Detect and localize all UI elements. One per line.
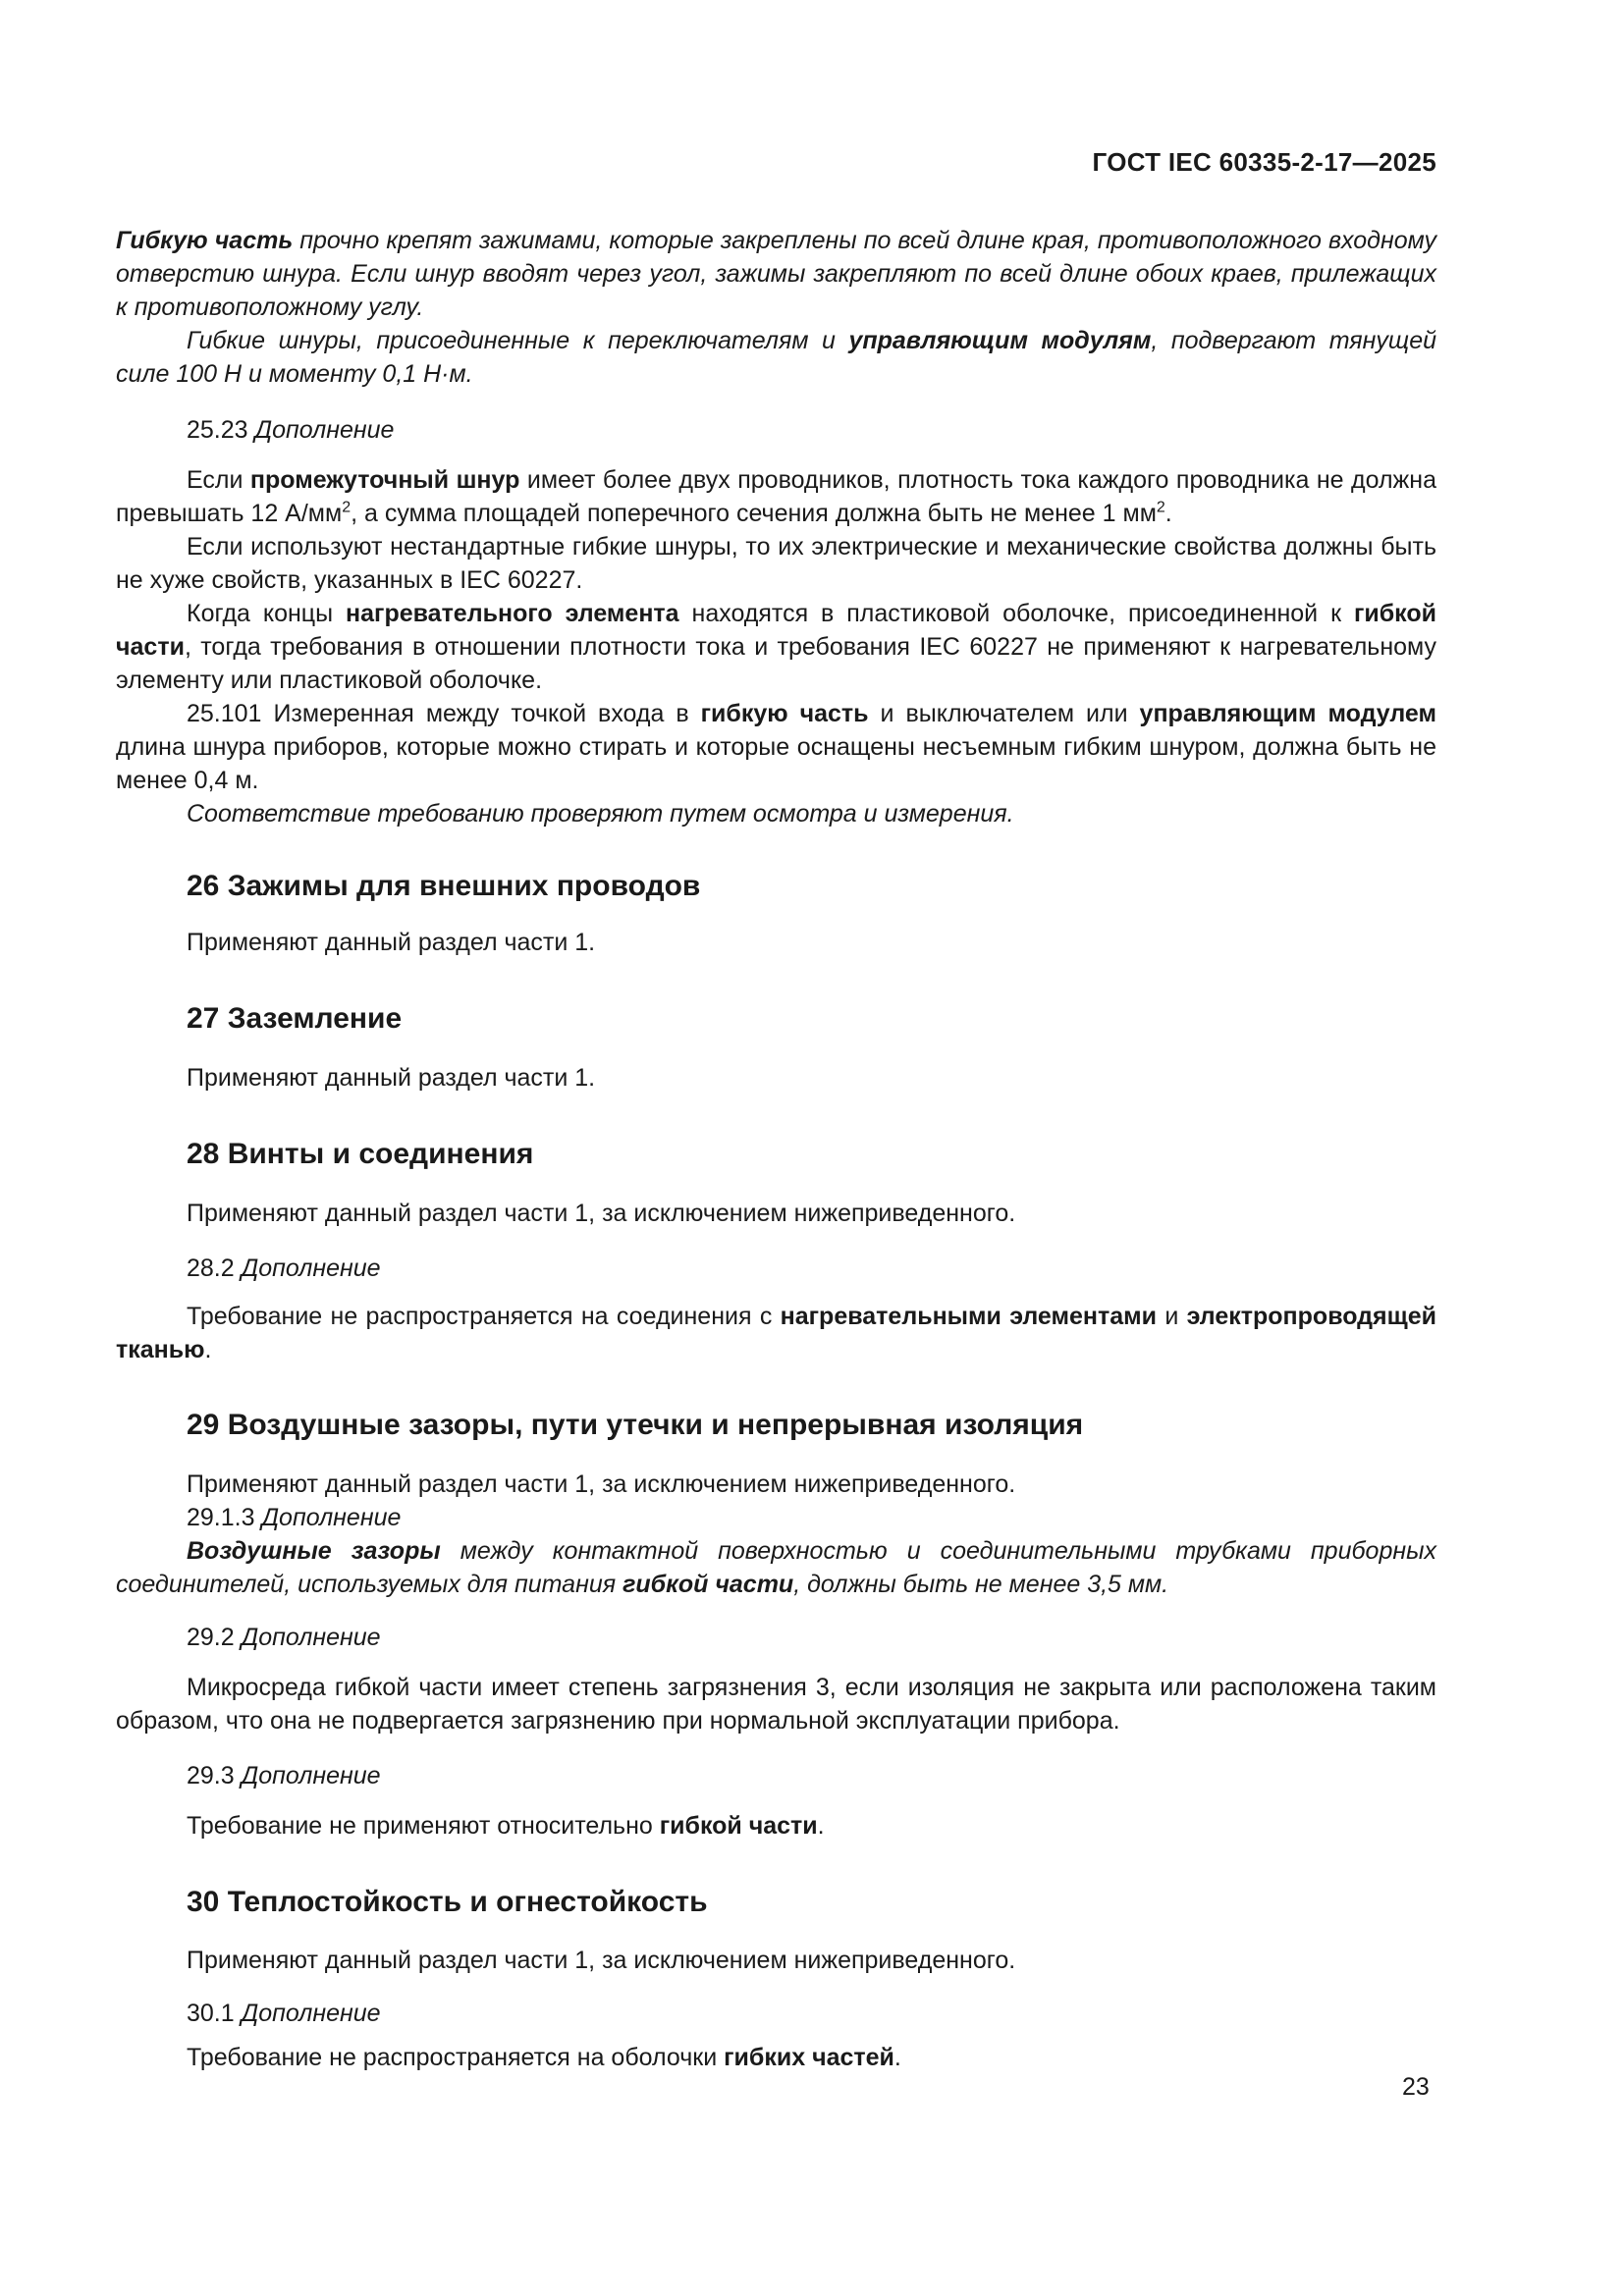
paragraph: Применяют данный раздел части 1. — [187, 1064, 596, 1092]
superscript: 2 — [342, 499, 352, 516]
clause-label: Дополнение — [241, 1762, 381, 1789]
section-heading-30: 30 Теплостойкость и огнестойкость — [187, 1886, 708, 1918]
paragraph: Когда концы нагревательного элемента находятся в пластиковой оболочке, присоединенной к гибкой части, тогда требования в отношении плотности тока и требования IEC 60227 не применяют к нагревательному элементу или пластиковой оболочке. — [116, 600, 1436, 694]
superscript: 2 — [1156, 499, 1165, 516]
clause-label: Дополнение — [261, 1504, 402, 1531]
clause-number: 29.1.3 — [187, 1504, 262, 1531]
clause-28-2-body — [116, 1300, 1436, 1366]
document-header-id: ГОСТ IEC 60335-2-17—2025 — [1092, 147, 1436, 177]
clause-25-23-body — [116, 463, 1436, 830]
term: электропроводящей тканью — [116, 1303, 1436, 1363]
paragraph: Если используют нестандартные гибкие шнуры, то их электрические и механические свойства должны быть не хуже свойств, указанных в IEC 60227. — [116, 533, 1436, 594]
clause-label: Дополнение — [241, 1255, 381, 1282]
clause-number: 29.3 — [187, 1762, 242, 1789]
term: управляющим модулям — [848, 327, 1152, 354]
clause-30-1-label — [116, 1997, 1436, 2030]
clause-number: 25.23 — [187, 416, 255, 444]
section-27-body — [116, 1061, 1436, 1095]
paragraph: Воздушные зазоры между контактной поверхностью и соединительными трубками приборных соединителей, используемых для питания гибкой части, должны быть не менее 3,5 мм. — [116, 1537, 1436, 1598]
clause-label: Дополнение — [241, 1624, 381, 1651]
paragraph: Микросреда гибкой части имеет степень загрязнения 3, если изоляция не закрыта или расположена таким образом, что она не подвергается загрязнению при нормальной эксплуатации прибора. — [116, 1674, 1436, 1735]
term: управляющим модулем — [1139, 700, 1436, 727]
clause-number: 28.2 — [187, 1255, 242, 1282]
paragraph: Применяют данный раздел части 1, за исключением нижеприведенного. — [187, 1947, 1016, 1974]
clause-number: 30.1 — [187, 2000, 242, 2027]
paragraph: Если промежуточный шнур имеет более двух проводников, плотность тока каждого проводника не должна превышать 12 $А/мм^2$, а сумма площадей поперечного сечения должна быть не менее 1 $мм^2$. — [116, 466, 1436, 527]
paragraph — [116, 324, 1436, 391]
text: прочно крепят зажимами, которые закреплены по всей длине края, противоположного входному отверстию шнура. Если шнур вводят через угол, зажимы закрепляют по всей длине обоих краев, прилежащих к противоположному углу. — [116, 227, 1436, 321]
clause-29-2-label — [116, 1621, 1436, 1654]
clause-25-23-label — [116, 413, 1436, 447]
page-number: 23 — [1402, 2073, 1430, 2101]
term: гибкой части — [116, 600, 1436, 661]
section-heading-28: 28 Винты и соединения — [187, 1138, 534, 1170]
section-29-body — [116, 1468, 1436, 1601]
paragraph: Требование не распространяется на оболочки гибких частей. — [187, 2044, 901, 2071]
section-26-body — [116, 926, 1436, 959]
term: гибкой части — [623, 1571, 794, 1598]
intro-block — [116, 224, 1436, 391]
section-heading-29: 29 Воздушные зазоры, пути утечки и непрерывная изоляция — [187, 1409, 1084, 1441]
compliance-note: Соответствие требованию проверяют путем осмотра и измерения. — [187, 800, 1014, 828]
term: гибких частей — [724, 2044, 894, 2071]
paragraph: Требование не применяют относительно гибкой части. — [187, 1812, 825, 1840]
term: Воздушные зазоры — [187, 1537, 441, 1565]
clause-28-2-label — [116, 1252, 1436, 1285]
paragraph — [116, 224, 1436, 324]
clause-number: 29.2 — [187, 1624, 242, 1651]
section-30-body — [116, 1944, 1436, 1977]
term: гибкую часть — [700, 700, 869, 727]
clause-label: Дополнение — [241, 2000, 381, 2027]
term: нагревательными элементами — [780, 1303, 1158, 1330]
clause-29-2-body — [116, 1671, 1436, 1737]
paragraph: Требование не распространяется на соединения с нагревательными элементами и электропроводящей тканью. — [116, 1303, 1436, 1363]
term: промежуточный шнур — [249, 466, 520, 494]
section-28-body — [116, 1197, 1436, 1230]
paragraph: Применяют данный раздел части 1, за исключением нижеприведенного. — [187, 1200, 1016, 1227]
clause-30-1-body — [116, 2041, 1436, 2074]
clause-label: Дополнение — [254, 416, 395, 444]
text: , подвергают тянущей силе 100 Н и моменту 0,1 Н·м. — [116, 327, 1437, 388]
clause-29-3-body — [116, 1809, 1436, 1842]
paragraph: Применяют данный раздел части 1. — [187, 929, 596, 956]
term: нагревательного элемента — [346, 600, 679, 627]
term: Гибкую часть — [116, 227, 294, 254]
clause-29-3-label — [116, 1759, 1436, 1792]
term: гибкой части — [659, 1812, 818, 1840]
section-heading-26: 26 Зажимы для внешних проводов — [187, 870, 701, 902]
paragraph: 25.101 Измеренная между точкой входа в гибкую часть и выключателем или управляющим модулем длина шнура приборов, которые можно стирать и которые оснащены несъемным гибким шнуром, должна быть не менее 0,4 м. — [116, 700, 1436, 794]
text: Гибкие шнуры, присоединенные к переключателям и — [187, 327, 849, 354]
paragraph: Применяют данный раздел части 1, за исключением нижеприведенного. — [187, 1470, 1016, 1498]
section-heading-27: 27 Заземление — [187, 1002, 403, 1035]
